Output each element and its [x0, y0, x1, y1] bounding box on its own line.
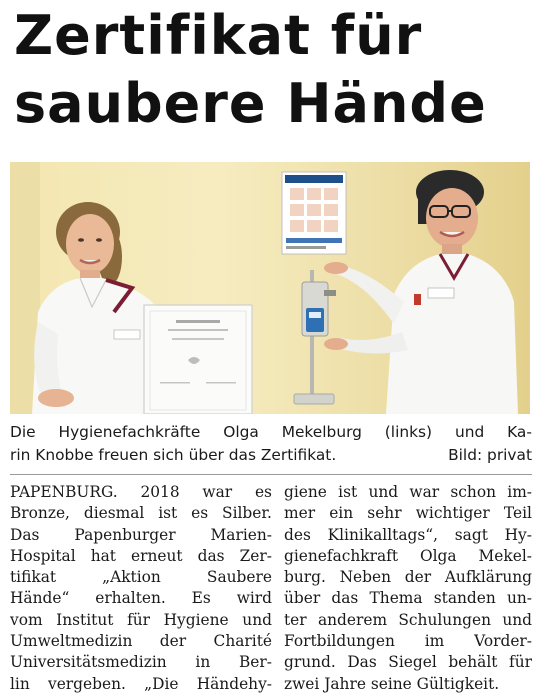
text-line — [10, 503, 272, 524]
certificate — [144, 305, 252, 414]
word: Aufklärung — [444, 568, 532, 587]
word: für — [509, 653, 532, 672]
caption-word: Die — [10, 423, 36, 441]
word: 2018 — [140, 483, 180, 501]
word: Umweltmedizin — [10, 632, 133, 651]
word: Papenburger — [74, 525, 176, 544]
word: diesmal — [83, 504, 145, 523]
word: für — [127, 610, 151, 629]
word: Saubere — [206, 568, 272, 587]
photo-illustration — [10, 162, 530, 414]
word: gienefachkraft — [284, 546, 399, 565]
word: ist — [338, 483, 358, 501]
text-line — [10, 546, 272, 567]
word: das — [197, 546, 225, 565]
word: des — [284, 525, 311, 544]
word: schon — [450, 483, 496, 501]
caption-divider — [10, 474, 532, 475]
headline-line-1: Zertifikat für — [14, 4, 423, 67]
text-line — [284, 567, 532, 588]
word: Händehy- — [196, 674, 272, 693]
word: über — [284, 589, 321, 608]
word: Mekel- — [478, 546, 532, 565]
word: tifikat — [10, 568, 57, 587]
caption-word: Ka- — [507, 423, 532, 441]
word: Bronze, — [10, 504, 70, 523]
text-line — [10, 482, 272, 503]
text-line — [10, 525, 272, 546]
word: ist — [158, 504, 178, 523]
caption-line — [10, 444, 532, 467]
word: Neben — [339, 568, 392, 587]
article-column-right — [284, 482, 532, 695]
word: Marien- — [210, 525, 272, 544]
word: Thema — [369, 589, 423, 608]
text-line — [10, 567, 272, 588]
text-line — [10, 610, 272, 631]
word: Zer- — [239, 546, 272, 565]
word: „Die — [144, 674, 179, 693]
article-column-left — [10, 482, 272, 695]
text-line — [10, 674, 272, 695]
word: Universitätsmedizin — [10, 653, 167, 672]
caption-word: Mekelburg — [281, 423, 362, 441]
text-line — [284, 631, 532, 652]
word: mer — [284, 504, 316, 523]
word: grund. — [284, 653, 336, 672]
word: anderem — [317, 610, 388, 629]
word: Siegel — [388, 653, 437, 672]
word: es — [254, 483, 272, 501]
caption-line — [10, 421, 532, 444]
word: Teil — [503, 504, 532, 523]
word: wichtiger — [415, 504, 490, 523]
word: im — [424, 632, 445, 651]
word: behält — [448, 653, 498, 672]
text-line — [284, 610, 532, 631]
headline-line-2: saubere Hände — [14, 72, 487, 135]
word: Es — [191, 589, 211, 608]
text-line — [284, 674, 532, 695]
photo-credit: Bild: privat — [448, 446, 532, 464]
word: im- — [507, 483, 532, 501]
word: und — [242, 610, 272, 629]
text-line — [284, 652, 532, 673]
word: in — [195, 653, 211, 672]
word: Vorder- — [474, 632, 532, 651]
caption-word: (links) — [384, 423, 433, 441]
word: war — [202, 483, 233, 501]
word: vergeben. — [48, 674, 126, 693]
word: Das — [347, 653, 377, 672]
word: hat — [90, 546, 116, 565]
word: und — [502, 610, 532, 629]
word: burg. — [284, 568, 326, 587]
text-line — [284, 482, 532, 503]
caption-word: und — [454, 423, 485, 441]
word: giene — [284, 483, 327, 501]
word: Olga — [420, 546, 457, 565]
word: Silber. — [222, 504, 272, 523]
caption-text: rin Knobbe freuen sich über das Zertifikat. — [10, 446, 337, 464]
word: „Aktion — [102, 568, 161, 587]
word: lin — [10, 674, 30, 693]
word: wird — [236, 589, 272, 608]
text-line — [10, 588, 272, 609]
headline — [14, 2, 544, 138]
text-line — [284, 525, 532, 546]
caption-word: Hygienefachkräfte — [58, 423, 201, 441]
word: Hospital — [10, 546, 76, 565]
word: Klinikalltags“, — [327, 525, 439, 544]
photo-caption — [10, 421, 532, 467]
word: es — [191, 504, 209, 523]
word: ter — [284, 610, 307, 629]
word: der — [159, 632, 187, 651]
word: sagt — [454, 525, 488, 544]
hygiene-poster — [282, 172, 346, 254]
word: vom — [10, 610, 43, 629]
caption-word: Olga — [223, 423, 259, 441]
word: Ber- — [239, 653, 272, 672]
word: Charité — [213, 632, 272, 651]
word: Das — [10, 525, 40, 544]
text-line — [10, 652, 272, 673]
word: sehr — [367, 504, 402, 523]
word: Institut — [56, 610, 114, 629]
word: das — [331, 589, 359, 608]
text-line — [284, 503, 532, 524]
word: Fortbildungen — [284, 632, 395, 651]
word: Hände“ — [10, 589, 70, 608]
word: PAPENBURG. — [10, 483, 118, 501]
word: der — [404, 568, 432, 587]
text-line — [284, 546, 532, 567]
word: war — [409, 483, 440, 501]
word: Hy- — [504, 525, 532, 544]
text-line — [284, 588, 532, 609]
article-photo — [10, 162, 530, 414]
word: Schulungen — [398, 610, 491, 629]
word: un- — [506, 589, 532, 608]
word: standen — [433, 589, 496, 608]
word: erneut — [131, 546, 183, 565]
word: zwei Jahre seine Gültigkeit. — [284, 674, 500, 693]
word: Hygiene — [163, 610, 229, 629]
word: ein — [329, 504, 354, 523]
word: und — [368, 483, 399, 501]
word: erhalten. — [95, 589, 166, 608]
text-line — [10, 631, 272, 652]
